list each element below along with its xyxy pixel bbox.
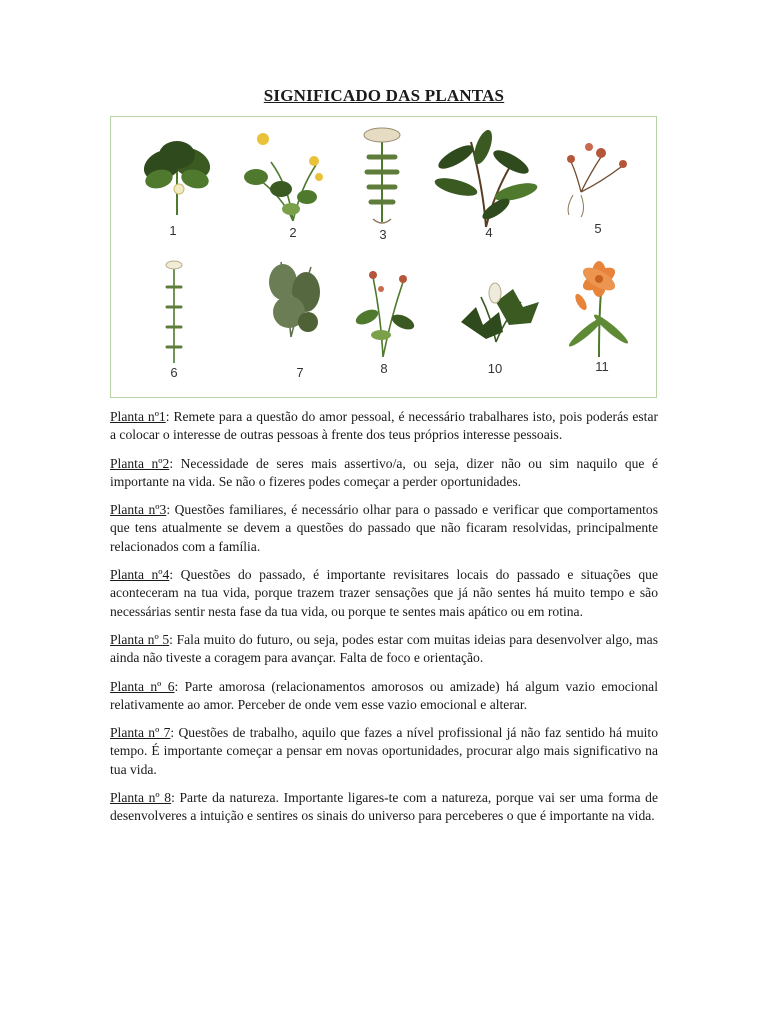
plant-description: : Questões do passado, é importante revisitares locais do passado e situações que aconteceram na tua vida, porque trazem trazer sensações que já não sentes há muito tempo e são necessárias sentir nesta fase da tua vida, ou porque te sentes mais apático ou em rotina. — [110, 567, 658, 619]
plant-number-5: 5 — [594, 221, 602, 236]
plant-1-illustration — [139, 141, 215, 215]
page-title: SIGNIFICADO DAS PLANTAS — [263, 86, 505, 105]
plant-number-8: 8 — [380, 361, 388, 376]
plant-description: : Fala muito do futuro, ou seja, podes estar com muitas ideias para desenvolver algo, mas ainda não tiveste a coragem para avançar. Falta de foco e orientação. — [110, 631, 658, 666]
plant-number-2: 2 — [289, 225, 297, 240]
paragraph-plant-7 — [110, 724, 658, 779]
plant-6-illustration — [166, 261, 182, 363]
plant-drawings — [111, 117, 658, 399]
plant-11-illustration — [567, 261, 631, 357]
plant-description: : Parte da natureza. Importante ligares-te com a natureza, porque vai ser uma forma de desenvolveres a intuição e sentires os sinais do universo para perceberes o que é importante na vida. — [110, 790, 658, 824]
plant-label: Planta nº 5 — [110, 631, 170, 647]
plant-2-illustration — [244, 133, 323, 221]
plant-description: : Remete para a questão do amor pessoal, é necessário trabalhares isto, pois poderás estar a colocar o interesse de outras pessoas à frente dos teus próprios interesse pessoais. — [110, 409, 659, 443]
paragraph-plant-4 — [110, 566, 658, 621]
paragraph-plant-1 — [110, 408, 658, 445]
meanings-text — [110, 408, 658, 836]
plant-label: Planta nº4 — [110, 567, 170, 583]
plant-label: Planta nº 6 — [110, 678, 175, 694]
plant-label: Planta nº 7 — [110, 725, 171, 741]
plant-description: : Parte amorosa (relacionamentos amorosos ou amizade) há algum vazio emocional relativamente ao amor. Perceber de onde vem esse vazio emocional e alterar. — [110, 678, 658, 712]
paragraph-plant-3 — [110, 501, 658, 556]
plant-number-6: 6 — [170, 365, 178, 380]
plant-label: Planta nº 8 — [110, 790, 172, 806]
plant-label: Planta nº1 — [110, 409, 166, 424]
plant-description: : Necessidade de seres mais assertivo/a, ou seja, dizer não ou sim naquilo que é importante na vida. Se não o fizeres podes começar a perder oportunidades. — [110, 455, 659, 489]
plant-label: Planta nº3 — [110, 502, 167, 518]
plant-illustration-plate — [110, 116, 657, 398]
plant-7-illustration — [269, 262, 320, 337]
plant-description: : Questões de trabalho, aquilo que fazes a nível profissional já não faz sentido há muito tempo. É importante começar a pensar em novas oportunidades, procurar algo mais significativo na tua vida. — [110, 725, 658, 777]
plant-number-11: 11 — [595, 359, 609, 374]
plant-number-7: 7 — [296, 365, 304, 380]
plant-number-10: 10 — [487, 361, 503, 376]
plant-3-illustration — [364, 128, 400, 223]
paragraph-plant-6 — [110, 678, 658, 715]
paragraph-plant-5 — [110, 631, 658, 668]
plant-number-4: 4 — [485, 225, 493, 240]
plant-5-illustration — [567, 143, 627, 217]
plant-label: Planta nº2 — [110, 455, 170, 471]
plant-description: : Questões familiares, é necessário olhar para o passado e verificar que comportamentos que tens atualmente se devem a questões do passado que não ficaram resolvidas, principalmente relacionados com a família. — [110, 502, 658, 554]
plant-number-1: 1 — [169, 223, 177, 238]
plant-number-3: 3 — [379, 227, 387, 242]
plant-8-illustration — [354, 271, 417, 357]
paragraph-plant-8 — [110, 789, 658, 826]
paragraph-plant-2 — [110, 455, 658, 492]
plant-4-illustration — [433, 128, 539, 227]
plant-10-illustration — [461, 283, 539, 342]
